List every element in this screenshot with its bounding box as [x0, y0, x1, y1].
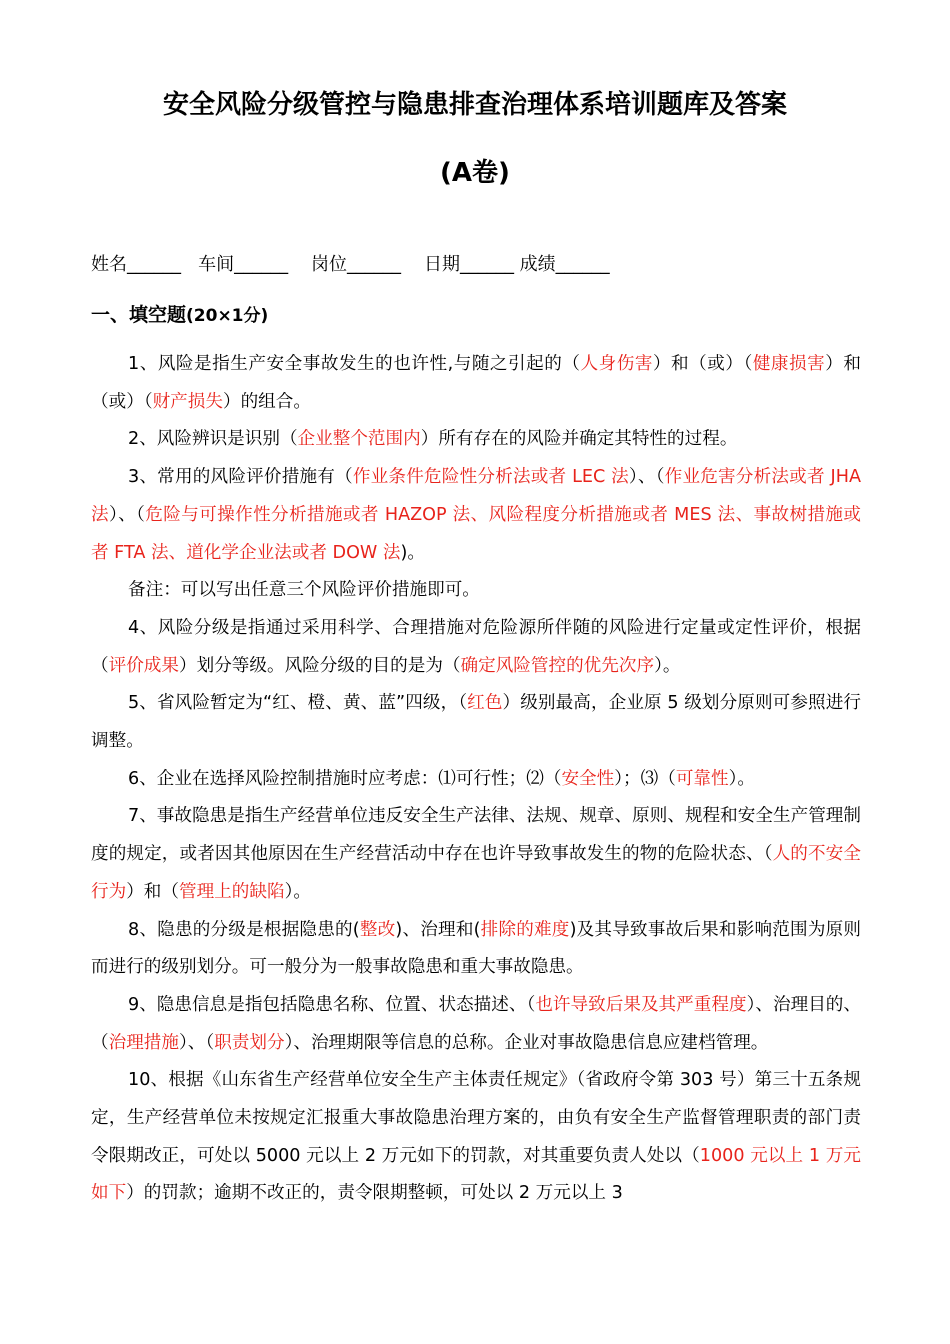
section-score: (20×1分): [186, 306, 269, 326]
document-title: 安全风险分级管控与隐患排查治理体系培训题库及答案: [162, 90, 787, 120]
question-text: ）所有存在的风险并确定其特性的过程。: [420, 429, 738, 450]
question-text: )、治理和(: [395, 919, 481, 940]
question-text: 2、风险辨识是识别（: [128, 429, 298, 450]
question-paragraph: [91, 421, 861, 459]
question-text: ）。: [728, 768, 756, 789]
question-text: 6、企业在选择风险控制措施时应考虑：⑴可行性；⑵（: [128, 768, 562, 789]
answer-text: 确定风险管控的优先次序: [460, 655, 655, 676]
question-text: ）和（或）（: [91, 354, 861, 412]
answer-text: 健康损害: [752, 354, 826, 374]
answer-text: 也许导致后果及其严重程度: [535, 994, 747, 1015]
question-text: ）的组合。: [222, 391, 311, 412]
answer-text: 评价成果: [108, 655, 179, 676]
question-paragraph: [91, 761, 861, 799]
question-text: ）的罚款；逾期不改正的，责令限期整顿，可处以 2 万元以上 3: [126, 1183, 623, 1204]
answer-text: 作业条件危险性分析法或者 LEC 法: [352, 467, 629, 488]
question-paragraph: [91, 610, 861, 685]
question-paragraph: [91, 798, 861, 911]
answer-text: 企业整个范围内: [297, 429, 421, 450]
question-text: 1、风险是指生产安全事故发生的也许性,与随之引起的（: [128, 354, 581, 374]
answer-text: 治理措施: [108, 1032, 179, 1053]
question-text: ）；⑶（: [614, 768, 676, 789]
answer-text: 人的不安全行为: [91, 844, 861, 902]
question-paragraph: [91, 1062, 861, 1213]
question-text: ）、（: [108, 504, 146, 525]
question-text: 7、事故隐患是指生产经营单位违反安全生产法律、法规、规章、原则、规程和安全生产管理制度的规定，或者因其他原因在生产经营活动中存在也许导致事故发生的物的危险状态、（: [91, 806, 861, 865]
question-text: 3、常用的风险评价措施有（: [128, 467, 353, 488]
document-subtitle: (A卷): [440, 158, 510, 188]
answer-text: 职责划分: [214, 1032, 285, 1053]
question-text: 备注：可以写出任意三个风险评价措施即可。: [128, 580, 480, 601]
question-paragraph: [91, 987, 861, 1062]
question-text: ）和（或）（: [652, 354, 753, 374]
answer-text: 管理上的缺陷: [179, 881, 285, 902]
question-paragraph: [91, 685, 861, 760]
answer-text: 作业危害分析法或者 JHA 法: [91, 467, 861, 525]
answer-text: 红色: [467, 693, 503, 714]
question-text: 5、省风险暂定为“红、橙、黄、蓝”四级，（: [128, 693, 468, 714]
answer-text: 财产损失: [152, 391, 223, 412]
question-paragraph: [91, 459, 861, 572]
section-heading: [91, 300, 268, 327]
question-text: ）级别最高，企业原 5 级划分原则可参照进行调整。: [91, 693, 861, 752]
question-text: )。: [400, 542, 425, 563]
answer-text: 排除的难度: [480, 919, 570, 940]
question-text: ）、治理期限等信息的总称。企业对事故隐患信息应建档管理。: [284, 1032, 769, 1053]
answer-text: 人身伤害: [580, 354, 653, 374]
question-text: 9、隐患信息是指包括隐患名称、位置、状态描述、（: [128, 994, 536, 1015]
question-text: 8、隐患的分级是根据隐患的(: [128, 919, 360, 940]
question-text: ）划分等级。风险分级的目的是为（: [179, 655, 461, 676]
question-text: )及其导致事故后果和影响范围为原则而进行的级别划分。可一般分为一般事故隐患和重大事故隐患。: [91, 919, 861, 978]
answer-text: 可靠性: [675, 768, 729, 789]
answer-text: 安全性: [561, 768, 615, 789]
answer-text: 危险与可操作性分析措施或者 HAZOP 法、风险程度分析措施或者 MES 法、事故树措施或者 FTA 法、道化学企业法或者 DOW 法: [91, 504, 861, 563]
question-text: ）、（: [179, 1032, 215, 1053]
question-text: ）。: [654, 655, 681, 676]
answer-text: 整改: [359, 919, 396, 940]
student-info-line: 姓名______ 车间______ 岗位______ 日期______ 成绩______: [91, 254, 610, 275]
question-paragraph: [91, 572, 861, 610]
section-title: 一、填空题: [91, 304, 187, 326]
answer-text: 1000 元以上 1 万元如下: [91, 1145, 861, 1204]
question-text: ）。: [284, 881, 311, 902]
question-list: [91, 346, 861, 1213]
question-text: 4、风险分级是指通过采用科学、合理措施对危险源所伴随的风险进行定量或定性评价，根据（: [91, 617, 861, 676]
question-paragraph: [91, 912, 861, 987]
question-paragraph: [91, 346, 861, 421]
question-text: ）、（: [628, 467, 665, 488]
question-text: ）、治理目的、（: [91, 994, 861, 1053]
question-text: ）和（: [126, 881, 179, 902]
question-text: 10、根据《山东省生产经营单位安全生产主体责任规定》（省政府令第 303 号）第三十五条规定，生产经营单位未按规定汇报重大事故隐患治理方案的，由负有安全生产监督管理职责的部门责令限期改正，可处以 5000 元以上 2 万元如下的罚款，对其重要负责人处以（: [91, 1070, 861, 1166]
